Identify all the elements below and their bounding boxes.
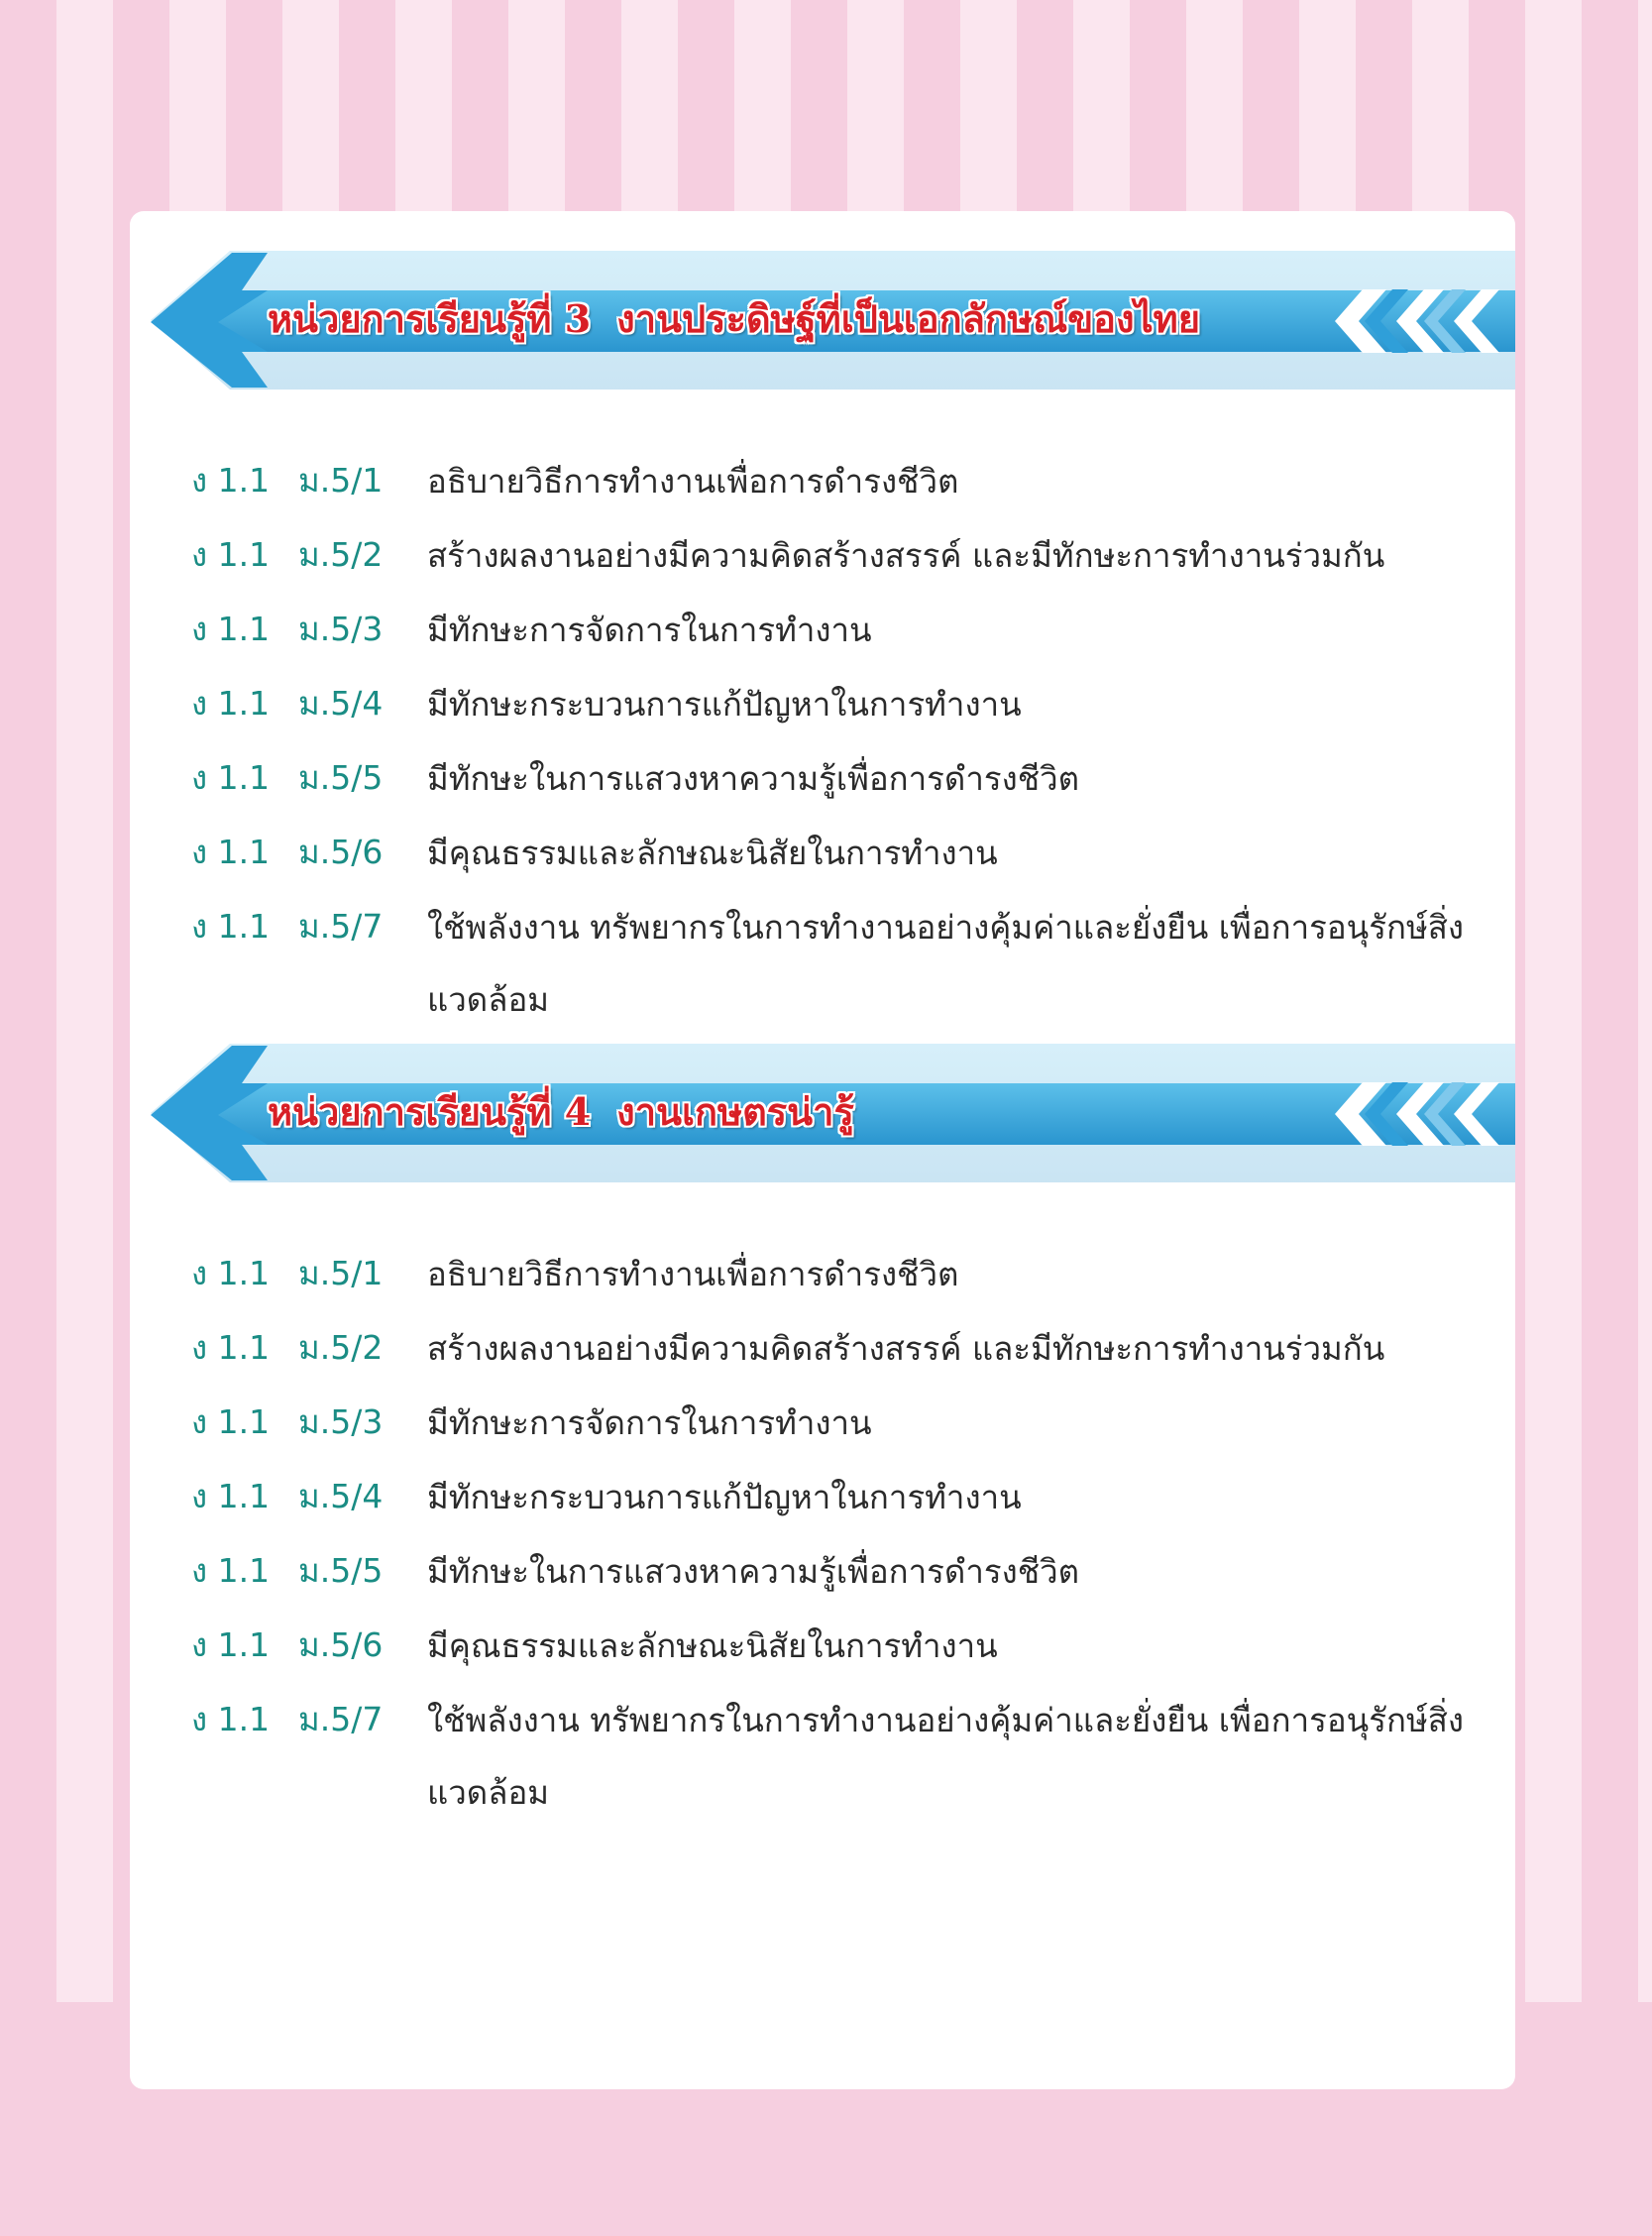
grade-code: ม.5/6	[298, 1625, 384, 1664]
strand-code: ง 1.1	[191, 610, 271, 648]
strand-code: ง 1.1	[191, 535, 271, 574]
unit-name: งานเกษตรน่ารู้	[616, 1089, 854, 1134]
indicator-text: มีทักษะการจัดการในการทำงาน	[427, 1403, 872, 1442]
strand-code: ง 1.1	[191, 1254, 271, 1292]
indicator-text: มีทักษะในการแสวงหาความรู้เพื่อการดำรงชีวิต	[427, 1552, 1080, 1591]
unit-name: งานประดิษฐ์ที่เป็นเอกลักษณ์ของไทย	[616, 296, 1200, 341]
indicator-row	[130, 907, 1515, 1054]
strand-code: ง 1.1	[191, 833, 271, 871]
grade-code: ม.5/7	[298, 1700, 384, 1738]
indicator-row	[130, 1700, 1515, 1846]
grade-code: ม.5/5	[298, 1551, 384, 1590]
grade-code: ม.5/1	[298, 461, 384, 500]
strand-code: ง 1.1	[191, 1625, 271, 1664]
grade-code: ม.5/2	[298, 1328, 384, 1367]
unit-title	[268, 1075, 854, 1149]
indicator-text: สร้างผลงานอย่างมีความคิดสร้างสรรค์ และมีทักษะการทำงานร่วมกัน	[427, 1329, 1385, 1368]
indicator-list	[130, 461, 1515, 1054]
grade-code: ม.5/1	[298, 1254, 384, 1292]
indicator-text: มีคุณธรรมและลักษณะนิสัยในการทำงาน	[427, 834, 998, 872]
strand-code: ง 1.1	[191, 1700, 271, 1738]
indicator-text: มีทักษะการจัดการในการทำงาน	[427, 611, 872, 649]
content-card	[130, 211, 1515, 2089]
indicator-text: มีทักษะกระบวนการแก้ปัญหาในการทำงาน	[427, 1478, 1022, 1516]
grade-code: ม.5/4	[298, 684, 384, 723]
grade-code: ม.5/5	[298, 758, 384, 797]
indicator-text: อธิบายวิธีการทำงานเพื่อการดำรงชีวิต	[427, 462, 959, 501]
unit-banner	[151, 1044, 1515, 1182]
strand-code: ง 1.1	[191, 1328, 271, 1367]
unit-number: หน่วยการเรียนรู้ที่ 3	[268, 296, 592, 341]
strand-code: ง 1.1	[191, 684, 271, 723]
grade-code: ม.5/7	[298, 907, 384, 946]
chevron-arrows-icon	[1315, 1074, 1513, 1154]
grade-code: ม.5/3	[298, 1402, 384, 1441]
indicator-text: อธิบายวิธีการทำงานเพื่อการดำรงชีวิต	[427, 1255, 959, 1293]
grade-code: ม.5/2	[298, 535, 384, 574]
grade-code: ม.5/4	[298, 1477, 384, 1515]
unit-title	[268, 282, 1200, 356]
indicator-text: ใช้พลังงาน ทรัพยากรในการทำงานอย่างคุ้มค่าและยั่งยืน เพื่อการอนุรักษ์สิ่งแวดล้อม	[427, 1701, 1464, 1812]
indicator-text: มีทักษะในการแสวงหาความรู้เพื่อการดำรงชีวิต	[427, 759, 1080, 798]
strand-code: ง 1.1	[191, 1477, 271, 1515]
strand-code: ง 1.1	[191, 907, 271, 946]
grade-code: ม.5/3	[298, 610, 384, 648]
strand-code: ง 1.1	[191, 461, 271, 500]
chevron-arrows-icon	[1315, 281, 1513, 361]
unit-number: หน่วยการเรียนรู้ที่ 4	[268, 1089, 592, 1134]
grade-code: ม.5/6	[298, 833, 384, 871]
indicator-text: ใช้พลังงาน ทรัพยากรในการทำงานอย่างคุ้มค่าและยั่งยืน เพื่อการอนุรักษ์สิ่งแวดล้อม	[427, 908, 1464, 1019]
indicator-text: มีทักษะกระบวนการแก้ปัญหาในการทำงาน	[427, 685, 1022, 724]
strand-code: ง 1.1	[191, 758, 271, 797]
indicator-text: มีคุณธรรมและลักษณะนิสัยในการทำงาน	[427, 1626, 998, 1665]
indicator-text: สร้างผลงานอย่างมีความคิดสร้างสรรค์ และมีทักษะการทำงานร่วมกัน	[427, 536, 1385, 575]
strand-code: ง 1.1	[191, 1551, 271, 1590]
unit-banner	[151, 251, 1515, 390]
indicator-list	[130, 1254, 1515, 1846]
strand-code: ง 1.1	[191, 1402, 271, 1441]
